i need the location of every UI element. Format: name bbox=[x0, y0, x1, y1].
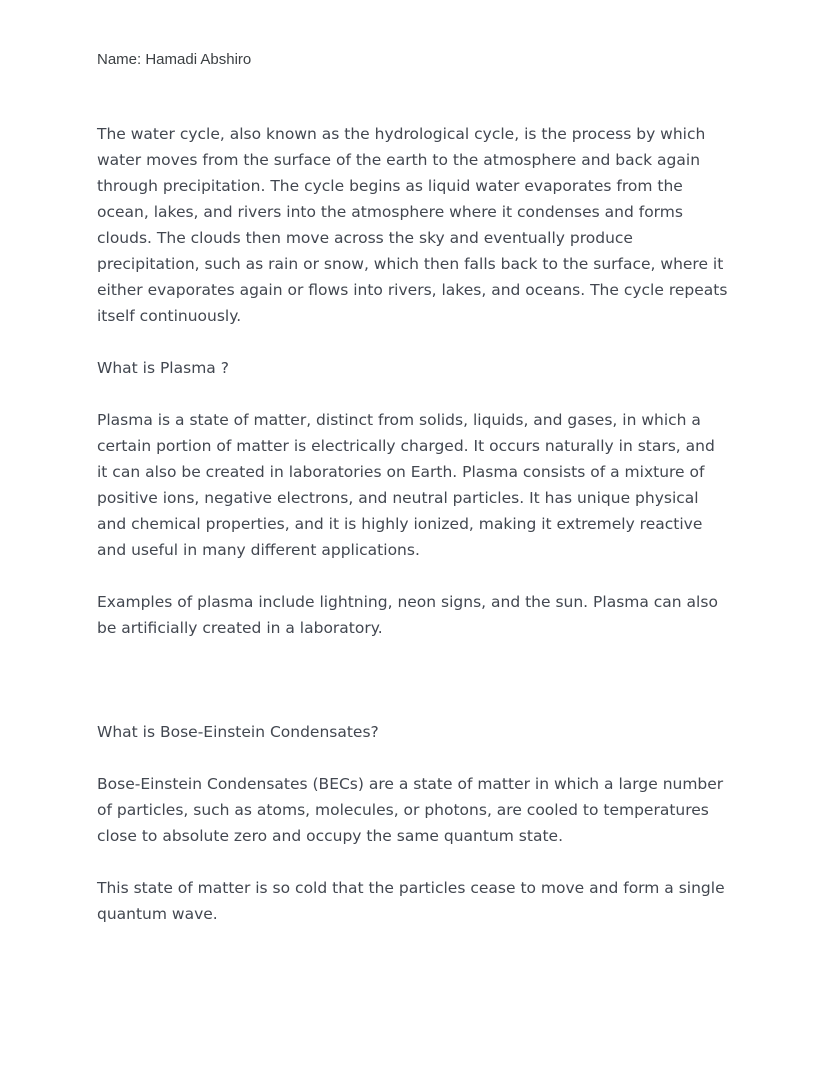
heading-what-is-bec: What is Bose-Einstein Condensates? bbox=[97, 723, 379, 741]
paragraph-plasma-definition: Plasma is a state of matter, distinct from solids, liquids, and gases, in which a certain portion of matter is electrically charged. It occurs naturally in stars, and it can also be created in laboratories on Earth. Plasma consists of a mixture of positive ions, negative electrons, and neutral particles. It has unique physical and chemical properties, and it is highly ionized, making it extremely reactive and useful in many different applications. bbox=[97, 411, 715, 559]
heading-what-is-plasma: What is Plasma ? bbox=[97, 359, 229, 377]
student-name-line: Name: Hamadi Abshiro bbox=[97, 51, 252, 68]
paragraph-bec-definition: Bose-Einstein Condensates (BECs) are a state of matter in which a large number of particles, such as atoms, molecules, or photons, are cooled to temperatures close to absolute zero and occupy the same quantum state. bbox=[97, 775, 724, 845]
paragraph-water-cycle: The water cycle, also known as the hydrological cycle, is the process by which water moves from the surface of the earth to the atmosphere and back again through precipitation. The cycle begins as liquid water evaporates from the ocean, lakes, and rivers into the atmosphere where it condenses and forms clouds. The clouds then move across the sky and eventually produce precipitation, such as rain or snow, which then falls back to the surface, where it either evaporates again or flows into rivers, lakes, and oceans. The cycle repeats itself continuously. bbox=[97, 125, 728, 325]
paragraph-bec-cold-state: This state of matter is so cold that the particles cease to move and form a single quantum wave. bbox=[97, 879, 725, 923]
paragraph-plasma-examples: Examples of plasma include lightning, neon signs, and the sun. Plasma can also be artificially created in a laboratory. bbox=[97, 593, 718, 637]
